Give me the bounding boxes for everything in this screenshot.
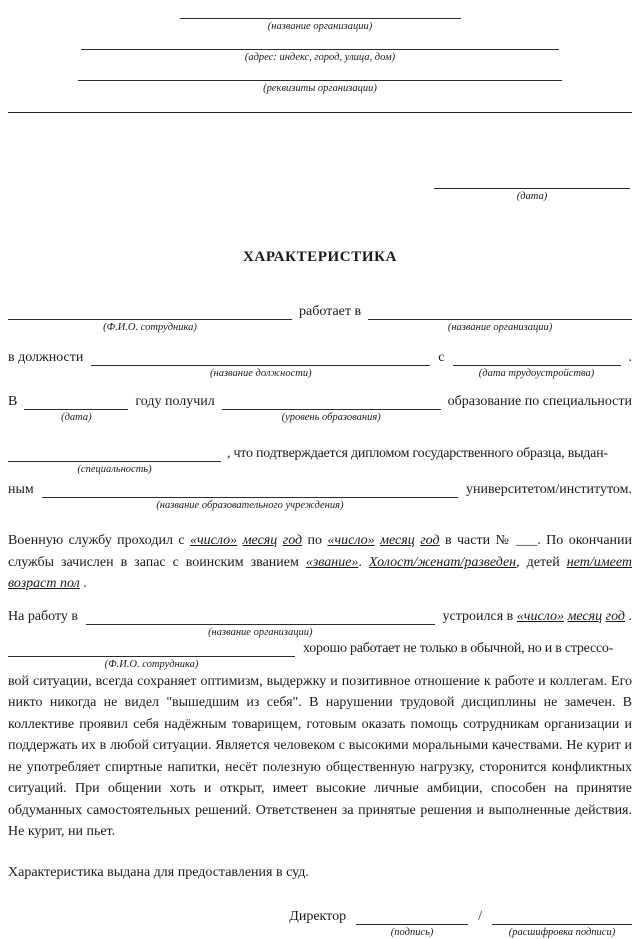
placeholder-segment: Холост/женат/разведен xyxy=(368,554,517,570)
position-label: в должности xyxy=(8,350,84,365)
hire-date-caption: (дата трудоустройства) xyxy=(478,368,595,379)
education-tail-text: образование по специальности xyxy=(447,394,632,409)
text-segment: . xyxy=(79,576,87,591)
placeholder-segment: год xyxy=(282,533,303,548)
text-segment: . xyxy=(358,554,369,570)
org-name-caption: (название организации) xyxy=(267,21,373,32)
position-caption: (название должности) xyxy=(210,368,312,379)
evaluation-name-blank-line xyxy=(8,640,295,657)
placeholder-segment: год xyxy=(420,533,440,548)
education-year-blank-line xyxy=(24,393,128,410)
position-row xyxy=(8,349,632,380)
military-service-paragraph xyxy=(8,530,632,595)
issued-for-line: Характеристика выдана для предоставления в суд. xyxy=(8,864,309,880)
new-employment-org-caption: (название организации) xyxy=(208,626,313,638)
works-org-blank-line xyxy=(368,303,632,320)
document-title: ХАРАКТЕРИСТИКА xyxy=(242,249,398,265)
text-segment: Военную службу проходил с xyxy=(8,533,190,548)
signature-blank-line xyxy=(356,908,468,925)
placeholder-segment: «число» xyxy=(327,533,375,548)
date-blank-line xyxy=(434,174,630,189)
signature-separator: / xyxy=(478,908,482,924)
works-org-caption: (название организации) xyxy=(447,322,553,333)
education-received-text: году получил xyxy=(135,394,215,409)
university-blank-line xyxy=(42,481,458,498)
placeholder-segment: месяц xyxy=(380,533,415,548)
hire-date-blank-line xyxy=(453,349,621,366)
director-label: Директор xyxy=(289,908,347,924)
position-since-text: с xyxy=(438,350,445,365)
org-address-blank-line xyxy=(81,35,559,50)
new-employment-org-blank-line xyxy=(86,608,435,625)
org-name-field xyxy=(180,4,461,33)
placeholder-segment: «число» xyxy=(190,533,238,548)
education-row xyxy=(8,393,632,424)
placeholder-segment: месяц xyxy=(242,533,278,548)
university-tail-text: университетом/институтом. xyxy=(466,482,632,497)
signature-row xyxy=(289,908,632,939)
employee-evaluation-row xyxy=(8,640,632,671)
university-row xyxy=(8,481,632,512)
placeholder-segment: месяц xyxy=(567,608,603,624)
new-employment-row xyxy=(8,608,632,639)
position-blank-line xyxy=(91,349,430,366)
university-label: ным xyxy=(8,482,34,497)
position-row-period: . xyxy=(628,350,632,365)
new-employment-date-text xyxy=(443,608,632,625)
document-header xyxy=(8,4,632,113)
org-requisites-field xyxy=(78,66,562,95)
education-year-caption: (дата) xyxy=(61,412,92,423)
signature-name-caption: (расшифровка подписи) xyxy=(508,926,616,938)
evaluation-intro-text: хорошо работает не только в обычной, но и в стрессо- xyxy=(303,640,614,656)
placeholder-segment: нет/имеет возраст пол xyxy=(8,554,632,591)
placeholder-segment: «звание» xyxy=(305,554,359,570)
university-caption: (название образовательного учреждения) xyxy=(156,500,344,511)
org-name-blank-line xyxy=(180,4,461,19)
date-field xyxy=(434,174,630,203)
placeholder-segment: «число» xyxy=(516,608,564,624)
evaluation-name-caption: (Ф.И.О. сотрудника) xyxy=(104,658,199,670)
employee-name-blank-line xyxy=(8,303,292,320)
specialty-caption: (специальность) xyxy=(77,464,152,475)
org-requisites-blank-line xyxy=(78,66,562,81)
placeholder-segment: год xyxy=(605,608,625,624)
education-label: В xyxy=(8,394,18,409)
employee-name-caption: (Ф.И.О. сотрудника) xyxy=(103,322,197,333)
evaluation-paragraph: вой ситуации, всегда сохраняет оптимизм, выдержку и позитивное отношение к работе и коллегам. Его никто никогда не видел "вышедшим из себя". В нарушении трудовой дисциплины не замечен. В коллективе проявил себя надёжным товарищем, готовым оказать помощь сотрудникам организации и поддержать их в любой ситуации. Является человеком с высокими моральными качествами. Не курит и не употребляет спиртные напитки, несёт полезную общественную нагрузку, сторонится конфликтных ситуаций. При общении хоть и открыт, имеет высокие личные амбиции, способен на принятие обдуманных самостоятельных решений. Ответственен за принятые решения и выполненные действия. Не курит, ни пьет. xyxy=(8,673,632,839)
specialty-row xyxy=(8,445,632,476)
text-segment: , детей xyxy=(516,554,567,570)
signature-name-blank-line xyxy=(492,908,632,925)
text-segment: . xyxy=(625,608,632,624)
specialty-tail-text: , что подтверждается дипломом государственного образца, выдан- xyxy=(227,446,608,461)
org-address-caption: (адрес: индекс, город, улица, дом) xyxy=(244,52,396,63)
date-caption: (дата) xyxy=(516,191,548,202)
text-segment: по xyxy=(302,533,328,548)
works-at-text: работает в xyxy=(299,304,362,319)
org-address-field xyxy=(81,35,559,64)
new-employment-label: На работу в xyxy=(8,608,79,624)
text-segment: устроился в xyxy=(442,608,517,624)
signature-caption: (подпись) xyxy=(390,926,434,938)
works-at-row xyxy=(8,303,632,334)
education-level-caption: (уровень образования) xyxy=(281,412,381,423)
header-divider-line xyxy=(8,112,632,113)
specialty-blank-line xyxy=(8,445,221,462)
text-segment: в части № ___. По окончании службы зачислен в запас с воинским званием xyxy=(8,533,633,570)
org-requisites-caption: (реквизиты организации) xyxy=(263,83,377,94)
education-level-blank-line xyxy=(222,393,441,410)
